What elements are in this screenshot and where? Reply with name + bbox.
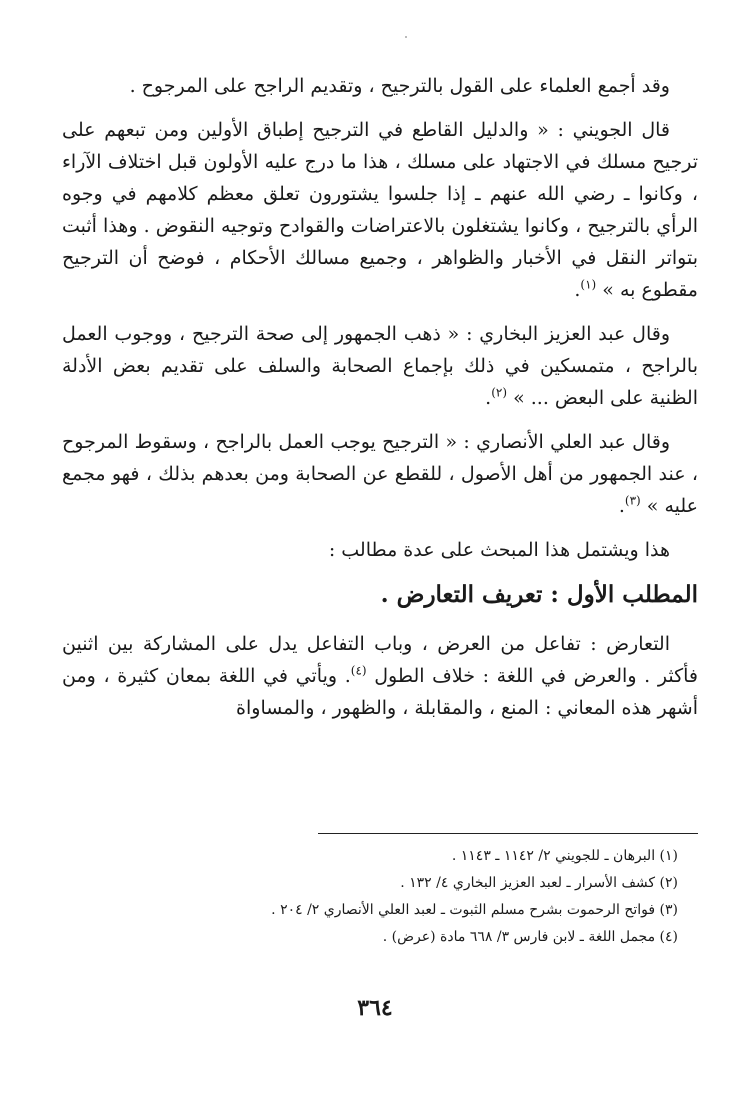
page-body [62, 70, 698, 736]
footnotes [62, 843, 698, 951]
paragraph-ansari-quote [62, 426, 698, 522]
footnote-2: (٢) كشف الأسرار ـ لعبد العزيز البخاري ٤/ ١٣٢ . [400, 875, 678, 891]
footnote-4: (٤) مجمل اللغة ـ لابن فارس ٣/ ٦٦٨ مادة (عرض) . [382, 929, 678, 945]
footnote-1: (١) البرهان ـ للجويني ٢/ ١١٤٢ ـ ١١٤٣ . [451, 848, 678, 864]
scan-speck [405, 36, 407, 38]
footnote-ref: (٢) [491, 385, 508, 400]
period: . [485, 387, 492, 409]
paragraph-section-intro: هذا ويشتمل هذا المبحث على عدة مطالب : [328, 539, 670, 561]
page-number: ٣٦٤ [357, 995, 393, 1021]
footnote-ref: (٣) [624, 493, 641, 508]
footnote-ref: (٤) [350, 663, 367, 678]
section-heading: المطلب الأول : تعريف التعارض . [380, 581, 698, 608]
paragraph-bukhari-quote [62, 318, 698, 414]
footnote-divider [318, 833, 698, 834]
quote-text: قال الجويني : « والدليل القاطع في الترجيح إطباق الأولين ومن تبعهم على ترجيح مسلك في الاجتهاد على مسلك ، هذا ما درج عليه الأولون قبل اختلاف الآراء ، وكانوا ـ رضي الله عنهم ـ إذا جلسوا يشتورون تعلق معظم كلامهم في وجوه الرأي بالترجيح ، وكانوا يشتغلون بالاعتراضات والقوادح وتوجيه النقوض . وهذا أثبت بتواتر النقل في الأخبار والظواهر ، وجميع مسالك الأحكام ، فوضح أن الترجيح مقطوع به » [62, 119, 698, 301]
period: . [574, 279, 581, 301]
paragraph-consensus: وقد أجمع العلماء على القول بالترجيح ، وتقديم الراجح على المرجوح . [129, 75, 670, 97]
definition-text-continued: . ويأتي في اللغة بمعان كثيرة ، ومن أشهر هذه المعاني : المنع ، والمقابلة ، والظهور ، والمساواة [62, 665, 698, 719]
paragraph-juwayni-quote [62, 114, 698, 306]
definition-text: التعارض : تفاعل من العرض ، وباب التفاعل يدل على المشاركة بين اثنين فأكثر . والعرض في اللغة : خلاف الطول [62, 633, 698, 687]
footnote-ref: (١) [580, 277, 597, 292]
paragraph-definition [62, 628, 698, 724]
footnote-3: (٣) فواتح الرحموت بشرح مسلم الثبوت ـ لعبد العلي الأنصاري ٢/ ٢٠٤ . [271, 902, 678, 918]
quote-text: وقال عبد العزيز البخاري : « ذهب الجمهور إلى صحة الترجيح ، ووجوب العمل بالراجح ، متمسكين في ذلك بإجماع الصحابة والسلف على تقديم بعض الأدلة الظنية على البعض ... » [62, 323, 698, 409]
quote-text: وقال عبد العلي الأنصاري : « الترجيح يوجب العمل بالراجح ، وسقوط المرجوح ، عند الجمهور من أهل الأصول ، للقطع عن الصحابة ومن بعدهم بذلك ، فهو مجمع عليه » [62, 431, 698, 517]
period: . [618, 495, 625, 517]
